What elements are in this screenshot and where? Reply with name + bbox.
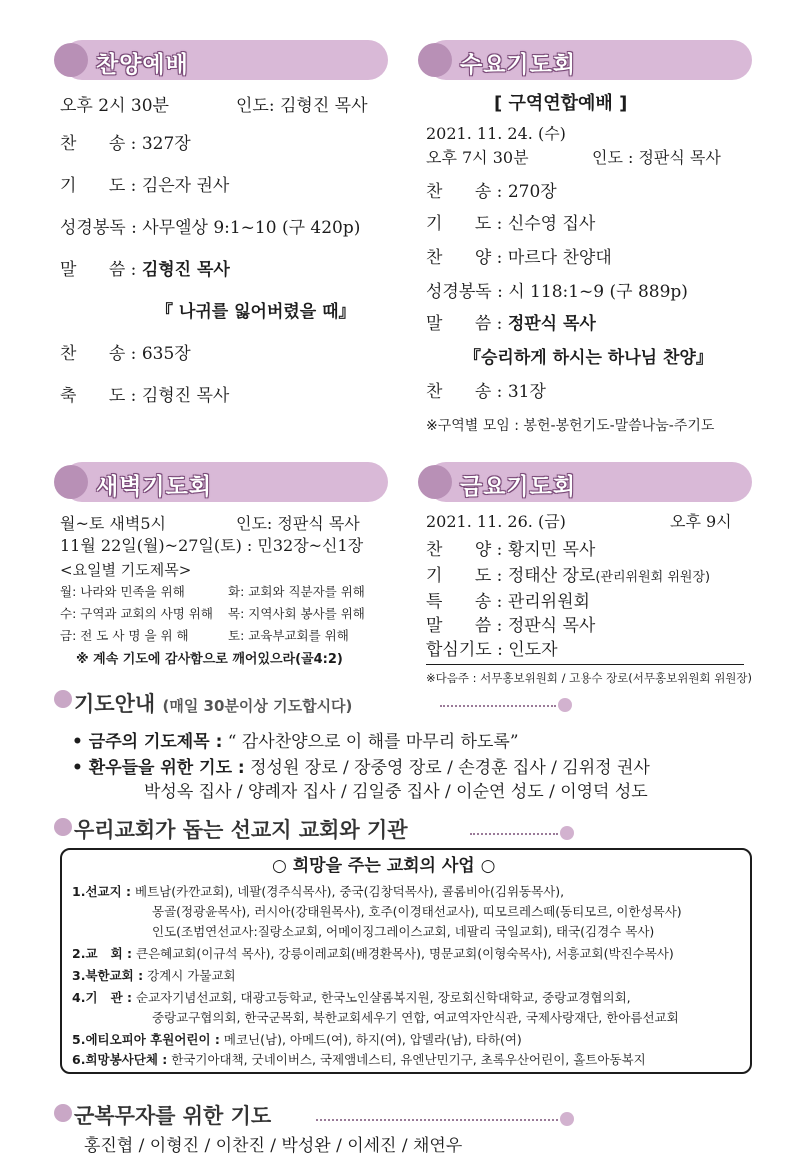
row-line: 한국기아대책, 굿네이버스, 국제앰네스티, 유엔난민기구, 초록우산어린이, 홀트아동복지 [171, 1052, 646, 1067]
label: 찬 송 : [60, 134, 137, 154]
mission-row-cont: 몽골(정광윤목사), 러시아(강태원목사), 호주(이경태선교사), 띠모르레스떼(동티모르, 이한성목사) [152, 904, 682, 919]
row-label: 2.교 회 : [72, 946, 133, 961]
military-title: 군복무자를 위한 기도 [74, 1104, 272, 1128]
mission-row [72, 966, 236, 986]
friday-prayer [426, 566, 710, 588]
label: 합심기도 : [426, 640, 503, 660]
label: 특 송 : [426, 592, 503, 612]
value: 김은자 권사 [141, 176, 230, 196]
military-names: 홍진협 / 이형진 / 이찬진 / 박성완 / 이세진 / 채연우 [84, 1136, 463, 1156]
sunday-prayer [60, 176, 229, 196]
row-label: 1.선교지 : [72, 884, 132, 899]
value: 정판식 목사 [507, 616, 596, 636]
label: 말 씀 : [426, 616, 503, 636]
value: 31장 [507, 382, 546, 402]
divider [426, 664, 744, 665]
topic-right: 화: 교회와 직분자를 위해 [228, 584, 365, 599]
prayer-item-1 [72, 732, 519, 752]
section-title: 새벽기도회 [96, 474, 213, 500]
label: 말 씀 : [426, 314, 503, 334]
wednesday-praise [426, 248, 612, 268]
value-note: (관리위원회 위원장) [595, 570, 711, 585]
section-dot [54, 690, 72, 708]
topic-left: 수: 구역과 교회의 사명 위해 [60, 606, 213, 621]
value: “ 감사찬양으로 이 해를 마무리 하도록” [227, 732, 519, 752]
mission-row [72, 1050, 646, 1070]
topic-right: 토: 교육부교회를 위해 [228, 628, 349, 643]
wednesday-note: ※구역별 모임 : 봉헌-봉헌기도-말씀나눔-주기도 [426, 418, 715, 434]
section-title: 금요기도회 [460, 474, 577, 500]
mission-row [72, 882, 564, 901]
end-ball [558, 698, 572, 712]
value: 마르다 찬양대 [507, 248, 612, 268]
value: 270장 [507, 182, 557, 202]
wednesday-leader: 인도 : 정판식 목사 [592, 148, 721, 167]
value: 사무엘상 9:1~10 (구 420p) [142, 218, 361, 238]
friday-closing [426, 640, 558, 660]
section-title: 찬양예배 [96, 52, 189, 78]
wednesday-scripture [426, 282, 688, 302]
value: 김형진 목사 [141, 386, 230, 406]
header-dawn-prayer [62, 462, 388, 502]
preacher: 정판식 목사 [507, 314, 596, 334]
row-label: 3.북한교회 : [72, 968, 144, 983]
prayer-guide-title [74, 688, 352, 718]
friday-next: ※다음주 : 서무홍보위원회 / 고용수 장로(서무홍보위원회 위원장) [426, 671, 753, 685]
wednesday-sermon [426, 314, 596, 334]
header-dot [54, 465, 88, 499]
topic-right: 목: 지역사회 봉사를 위해 [228, 606, 365, 621]
sunday-blessing [60, 386, 229, 406]
label: 기 도 : [426, 566, 503, 586]
dotted-leader [316, 1119, 558, 1121]
value: 황지민 목사 [507, 540, 596, 560]
dawn-topic-row [60, 626, 349, 646]
mission-title: 우리교회가 돕는 선교지 교회와 기관 [74, 818, 408, 842]
row-line: 순교자기념선교회, 대광고등학교, 한국노인샬롬복지원, 장로회신학대학교, 중랑교경협의회, [136, 990, 631, 1005]
label: 성경봉독 : [60, 218, 137, 238]
wednesday-hymn [426, 182, 557, 202]
row-label: 6.희망봉사단체 : [72, 1052, 168, 1067]
dawn-topic-row [60, 604, 365, 624]
mission-row [72, 1030, 522, 1050]
label: 찬 송 : [426, 182, 503, 202]
sunday-hymn1 [60, 134, 191, 154]
header-dot [418, 43, 452, 77]
value: 정성원 장로 / 장중영 장로 / 손경훈 집사 / 김위정 권사 [250, 758, 650, 778]
value: 635장 [141, 344, 191, 364]
sunday-hymn2 [60, 344, 191, 364]
value: 정태산 장로 [507, 566, 596, 586]
row-line: 강계시 가물교회 [147, 968, 236, 983]
dawn-time: 월~토 새벽5시 [60, 514, 166, 533]
mission-row-cont: 중랑교구협의회, 한국군목회, 북한교회세우기 연합, 여교역자안식관, 국제사랑재단, 한아름선교회 [152, 1010, 679, 1025]
row-line: 베트남(카깐교회), 네팔(경주식목사), 중국(김창덕목사), 콜롬비아(김위동목사), [135, 884, 565, 899]
wednesday-hymn2 [426, 382, 546, 402]
section-dot [54, 1104, 72, 1122]
wednesday-time: 오후 7시 30분 [426, 148, 529, 167]
friday-date: 2021. 11. 26. (금) [426, 512, 566, 531]
value: 327장 [141, 134, 191, 154]
label: 기 도 : [426, 214, 503, 234]
row-line: 메코닌(남), 아메드(여), 하지(여), 압델라(남), 타하(여) [223, 1032, 522, 1047]
label: 축 도 : [60, 386, 137, 406]
label: • 금주의 기도제목 : [72, 732, 223, 752]
mission-row [72, 988, 631, 1008]
topic-left: 금: 전 도 사 명 을 위 해 [60, 628, 189, 643]
friday-time: 오후 9시 [670, 512, 732, 531]
section-dot [54, 818, 72, 836]
label: • 환우들을 위한 기도 : [72, 758, 245, 778]
label: 찬 양 : [426, 540, 503, 560]
value: 관리위원회 [507, 592, 590, 612]
dawn-verse: ※ 계속 기도에 감사함으로 깨어있으라(골4:2) [76, 652, 343, 667]
label: 말 씀 : [60, 260, 137, 280]
wednesday-prayer [426, 214, 595, 234]
row-line: 큰은혜교회(이규석 목사), 강릉이레교회(배경환목사), 명문교회(이형숙목사), 서흥교회(박진수목사) [136, 946, 674, 961]
value: 신수영 집사 [507, 214, 596, 234]
subtitle-text: (매일 30분이상 기도합시다) [162, 697, 353, 715]
sunday-sermon-title: 『 나귀를 잃어버렸을 때』 [156, 302, 356, 322]
dotted-leader [440, 705, 556, 707]
friday-praise [426, 540, 595, 560]
preacher: 김형진 목사 [141, 260, 230, 280]
wednesday-subtitle: [ 구역연합예배 ] [494, 93, 628, 114]
wednesday-date: 2021. 11. 24. (수) [426, 124, 566, 143]
header-friday-prayer [426, 462, 752, 502]
sunday-leader: 인도: 김형진 목사 [236, 96, 368, 116]
dawn-schedule: 11월 22일(월)~27일(토) : 민32장~신1장 [60, 536, 364, 555]
row-label: 4.기 관 : [72, 990, 133, 1005]
wednesday-sermon-title: 『승리하게 하시는 하나님 찬양』 [464, 348, 713, 368]
label: 성경봉독 : [426, 282, 503, 302]
prayer-item-2 [72, 758, 650, 778]
row-label: 5.에티오피아 후원어린이 : [72, 1032, 220, 1047]
value: 인도자 [508, 640, 558, 660]
topic-left: 월: 나라와 민족을 위해 [60, 584, 185, 599]
prayer-item-2-cont: 박성옥 집사 / 양례자 집사 / 김일중 집사 / 이순연 성도 / 이영덕 성도 [144, 782, 648, 802]
mission-row [72, 944, 674, 964]
value: 시 118:1~9 (구 889p) [508, 282, 688, 302]
friday-sermon [426, 616, 595, 636]
dawn-topics-header: <요일별 기도제목> [60, 561, 192, 579]
sunday-time: 오후 2시 30분 [60, 96, 169, 116]
header-dot [418, 465, 452, 499]
label: 기 도 : [60, 176, 137, 196]
friday-special [426, 592, 590, 612]
header-wednesday-prayer [426, 40, 752, 80]
mission-box-title: ○ 희망을 주는 교회의 사업 ○ [272, 856, 496, 876]
dawn-leader: 인도: 정판식 목사 [236, 514, 360, 533]
sunday-scripture [60, 218, 360, 238]
header-sunday-worship [62, 40, 388, 80]
end-ball [560, 826, 574, 840]
title-text: 기도안내 [74, 692, 156, 716]
label: 찬 송 : [60, 344, 137, 364]
sunday-sermon [60, 260, 230, 280]
dotted-leader [470, 833, 558, 835]
label: 찬 송 : [426, 382, 503, 402]
dawn-topic-row [60, 582, 365, 602]
end-ball [560, 1112, 574, 1126]
section-title: 수요기도회 [460, 52, 577, 78]
label: 찬 양 : [426, 248, 503, 268]
header-dot [54, 43, 88, 77]
mission-row-cont: 인도(조범연선교사:질랑소교회, 어메이징그레이스교회, 네팔리 국일교회), 태국(김경수 목사) [152, 924, 655, 939]
